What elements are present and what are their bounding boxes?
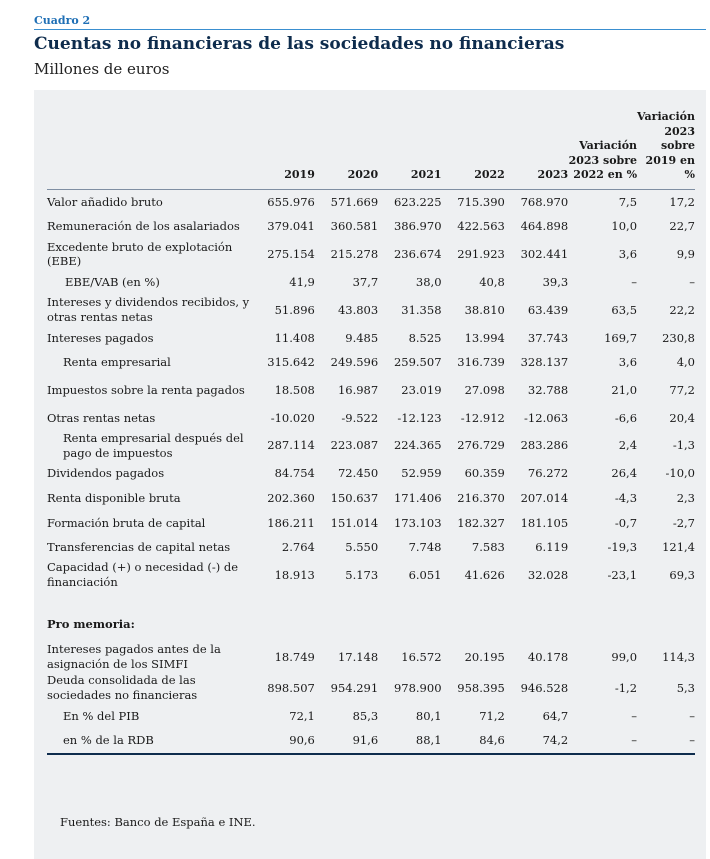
row-value: -10,0 [665,466,695,481]
row-value: 10,0 [611,219,638,234]
row-value: 249.596 [330,355,379,370]
row-value: 623.225 [393,194,442,209]
row-value: 768.970 [520,194,569,209]
row-value: 31.358 [401,302,442,317]
row-label: Intereses pagados antes de la asignación de los SIMFI [47,642,221,671]
spacer-row [47,590,695,606]
row-value: -4,3 [614,490,638,505]
page-subtitle: Millones de euros [34,60,170,78]
row-value: – [689,274,695,289]
row-value: – [637,728,695,754]
row-value: 215.278 [330,246,379,261]
table-row [47,672,695,703]
table-row [47,430,695,461]
row-value: 9.485 [345,330,379,345]
row-value: 22,7 [669,219,695,234]
source-note: Fuentes: Banco de España e INE. [60,815,256,829]
row-value: 69,3 [669,567,695,582]
table-header-row [47,110,695,189]
row-label: Capacidad (+) o necesidad (-) de financiación [47,560,239,589]
row-value: 27.098 [464,382,505,397]
table-row [47,294,695,325]
row-value: – [631,708,638,723]
row-value: 958.395 [457,680,505,695]
table-row [47,214,695,239]
memo-section-row [47,606,695,641]
row-label: Renta empresarial después del pago de impuestos [63,431,244,460]
row-value: 17.148 [337,649,379,664]
col-header-2023: 2023 [505,110,568,189]
row-value: 287.114 [267,438,315,453]
row-value: 898.507 [267,680,315,695]
row-value: 207.014 [520,490,569,505]
row-value: 291.923 [457,246,505,261]
table-row [47,535,695,560]
accounts-table [47,110,695,755]
row-value: 71,2 [479,708,505,723]
row-value: 40.178 [527,649,569,664]
row-value: 90,6 [252,728,315,754]
row-value: 72,1 [289,708,315,723]
row-label: EBE/VAB (en %) [65,274,160,289]
row-value: 283.286 [520,438,569,453]
row-value: 7.748 [408,540,442,555]
row-value: 216.370 [457,490,505,505]
row-value: 40,8 [479,274,505,289]
row-label: Intereses y dividendos recibidos, y otras rentas netas [47,295,250,324]
row-value: 121,4 [662,540,695,555]
row-value: -1,3 [672,438,695,453]
row-value: 91,6 [315,728,378,754]
row-value: 386.970 [393,219,442,234]
row-value: 150.637 [330,490,379,505]
row-value: 41,9 [289,274,315,289]
row-label: Renta disponible bruta [47,490,181,505]
row-value: 84.754 [274,466,315,481]
row-value: 379.041 [267,219,315,234]
row-label: Formación bruta de capital [47,515,206,530]
row-label: en % de la RDB [47,728,252,754]
col-header-2022: 2022 [442,110,505,189]
row-label: Deuda consolidada de las sociedades no financieras [47,673,198,702]
row-value: 16.572 [401,649,442,664]
row-value: 39,3 [542,274,569,289]
table-panel [34,90,706,859]
row-value: 954.291 [330,680,379,695]
row-label: Transferencias de capital netas [47,540,231,555]
row-value: -10.020 [270,410,315,425]
row-value: -9.522 [341,410,379,425]
row-value: 84,6 [442,728,505,754]
row-value: 275.154 [267,246,315,261]
row-value: 978.900 [393,680,442,695]
row-value: 18.913 [274,567,315,582]
row-label: Excedente bruto de explotación (EBE) [47,239,233,269]
row-value: 2.764 [281,540,315,555]
row-value: -12.123 [397,410,442,425]
row-value: 60.359 [464,466,505,481]
page-title: Cuentas no financieras de las sociedades no financieras [34,34,565,54]
row-value: 64,7 [542,708,569,723]
table-row [47,703,695,728]
row-value: 236.674 [393,246,442,261]
row-label: Dividendos pagados [47,466,165,481]
row-value: 422.563 [457,219,505,234]
memo-section-label: Pro memoria: [47,616,135,631]
row-value: 328.137 [520,355,569,370]
row-value: 72.450 [337,466,379,481]
row-value: -12.912 [460,410,505,425]
row-value: 9,9 [676,246,695,261]
row-value: 52.959 [401,466,442,481]
col-header-var-2022: Variación 2023 sobre 2022 en % [568,110,637,189]
row-value: 182.327 [457,515,505,530]
row-value: 181.105 [520,515,569,530]
row-value: 315.642 [267,355,315,370]
row-value: 946.528 [520,680,569,695]
row-value: – [568,728,637,754]
row-value: 22,2 [669,302,695,317]
row-label: Renta empresarial [63,355,171,370]
table-row [47,239,695,270]
table-row [47,728,695,754]
table-number-label: Cuadro 2 [34,14,91,27]
row-value: 20.195 [464,649,505,664]
header-label-cell [47,110,252,189]
row-value: 276.729 [457,438,505,453]
row-value: – [631,274,638,289]
row-label: Intereses pagados [47,330,154,345]
row-value: -23,1 [607,567,638,582]
row-value: – [689,708,695,723]
row-value: 76.272 [527,466,569,481]
table-row [47,641,695,672]
row-value: 5,3 [676,680,695,695]
row-value: 18.749 [274,649,315,664]
row-value: 5.550 [345,540,379,555]
row-value: 7,5 [618,194,638,209]
row-value: 224.365 [393,438,442,453]
row-value: -1,2 [614,680,638,695]
row-value: -2,7 [672,515,695,530]
row-value: 8.525 [408,330,442,345]
table-row [47,189,695,214]
row-value: 41.626 [464,567,505,582]
row-value: 80,1 [415,708,442,723]
row-value: 171.406 [393,490,442,505]
row-value: 2,4 [618,438,638,453]
row-value: 88,1 [378,728,441,754]
row-value: 11.408 [274,330,315,345]
row-value: 32.788 [527,382,569,397]
row-value: 4,0 [676,355,695,370]
row-value: 20,4 [669,410,695,425]
row-value: 223.087 [330,438,379,453]
table-row [47,510,695,535]
row-value: 464.898 [520,219,569,234]
row-value: 173.103 [393,515,442,530]
row-value: 3,6 [618,246,638,261]
header-rule [34,29,706,30]
spacer-cell [47,590,695,606]
row-value: 316.739 [457,355,505,370]
row-value: 571.669 [330,194,379,209]
row-label: Remuneración de los asalariados [47,219,240,234]
col-header-var-2019: Variación 2023 sobre 2019 en % [637,110,695,189]
row-value: -19,3 [607,540,638,555]
row-label: Impuestos sobre la renta pagados [47,382,245,397]
row-value: -0,7 [614,515,638,530]
row-value: 43.803 [337,302,379,317]
row-value: 32.028 [527,567,569,582]
row-value: 5.173 [345,567,379,582]
row-value: 85,3 [352,708,379,723]
col-header-2021: 2021 [378,110,441,189]
row-value: 2,3 [676,490,695,505]
table-row [47,405,695,430]
row-value: 74,2 [505,728,568,754]
row-value: -6,6 [614,410,638,425]
row-value: 6.119 [535,540,569,555]
table-row [47,270,695,295]
row-value: 51.896 [274,302,315,317]
row-value: -12.063 [524,410,569,425]
table-row [47,325,695,350]
table-row [47,559,695,590]
row-value: 37,7 [352,274,379,289]
row-label: Valor añadido bruto [47,194,163,209]
row-value: 63,5 [611,302,638,317]
row-value: 302.441 [520,246,569,261]
row-value: 17,2 [669,194,695,209]
row-value: 186.211 [267,515,315,530]
table-row [47,350,695,375]
row-value: 21,0 [611,382,638,397]
row-value: 99,0 [611,649,638,664]
row-value: 16.987 [337,382,379,397]
row-value: 230,8 [662,330,695,345]
row-value: 715.390 [457,194,505,209]
row-value: 259.507 [393,355,442,370]
row-value: 77,2 [669,382,695,397]
row-label: En % del PIB [63,708,140,723]
row-value: 13.994 [464,330,505,345]
row-value: 3,6 [618,355,638,370]
table-row [47,461,695,486]
row-value: 38.810 [464,302,505,317]
col-header-2019: 2019 [252,110,315,189]
table-row [47,374,695,405]
row-value: 7.583 [471,540,505,555]
col-header-2020: 2020 [315,110,378,189]
row-value: 23.019 [401,382,442,397]
row-value: 6.051 [408,567,442,582]
row-label: Otras rentas netas [47,410,156,425]
row-value: 18.508 [274,382,315,397]
table-row [47,486,695,511]
row-value: 37.743 [527,330,569,345]
row-value: 655.976 [267,194,315,209]
row-value: 151.014 [330,515,379,530]
row-value: 202.360 [267,490,315,505]
row-value: 169,7 [604,330,638,345]
row-value: 26,4 [611,466,638,481]
row-value: 38,0 [415,274,442,289]
row-value: 114,3 [662,649,695,664]
row-value: 360.581 [330,219,379,234]
row-value: 63.439 [527,302,569,317]
